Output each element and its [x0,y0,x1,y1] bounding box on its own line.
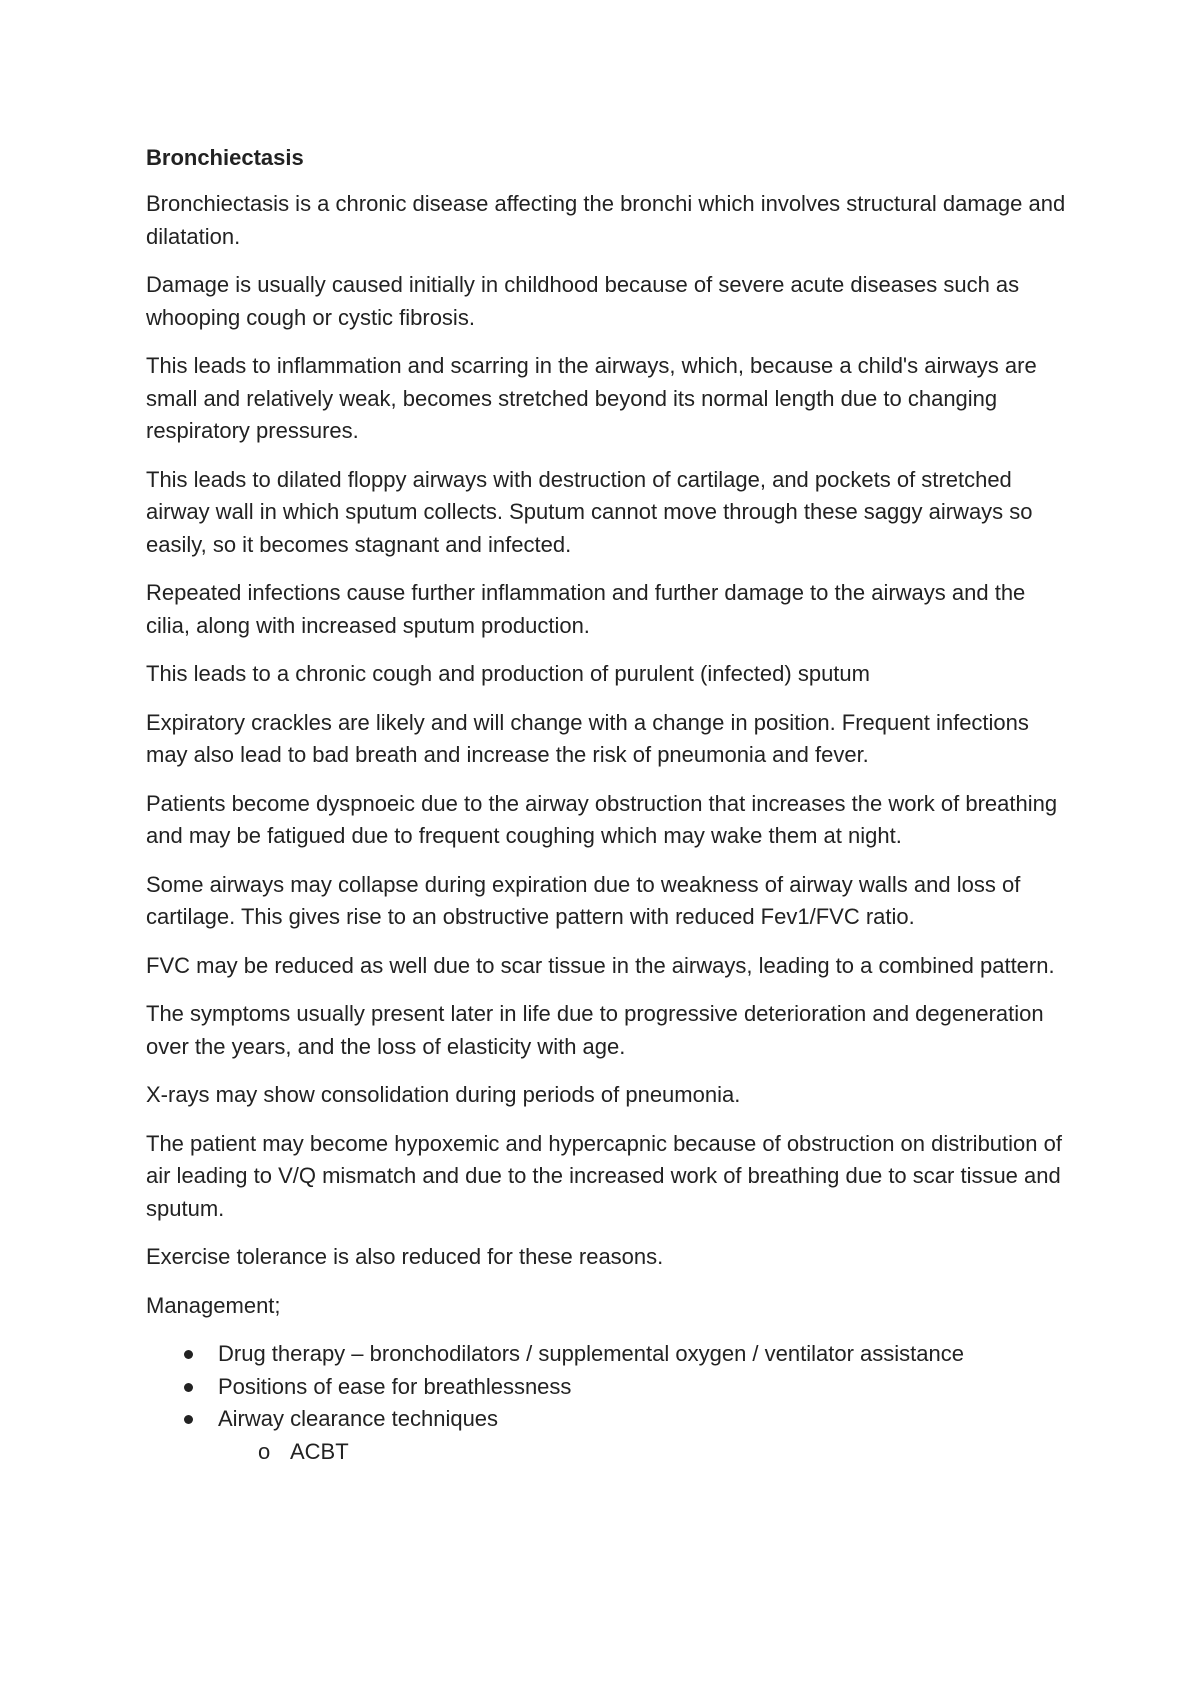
paragraph: The symptoms usually present later in life due to progressive deterioration and degeneration over the years, and the loss of elasticity with age. [146,1001,1044,1059]
paragraph: This leads to dilated floppy airways with destruction of cartilage, and pockets of stretched airway wall in which sputum collects. Sputum cannot move through these saggy airways so easily, so it becomes stagnant and infected. [146,466,1033,557]
bullet-dot-icon [184,1383,193,1392]
list-item [146,1403,1068,1468]
paragraph: This leads to a chronic cough and production of purulent (infected) sputum [146,661,870,686]
paragraph: Repeated infections cause further inflammation and further damage to the airways and the cilia, along with increased sputum production. [146,580,1026,638]
document-page [146,142,1068,1468]
bullet-dot-icon [184,1350,193,1359]
sub-list-item [218,1436,1068,1469]
paragraph: Expiratory crackles are likely and will change with a change in position. Frequent infections may also lead to bad breath and increase the risk of pneumonia and fever. [146,709,1029,767]
paragraph: Some airways may collapse during expiration due to weakness of airway walls and loss of cartilage. This gives rise to an obstructive pattern with reduced Fev1/FVC ratio. [146,871,1021,929]
sub-list [218,1436,1068,1469]
paragraph: FVC may be reduced as well due to scar tissue in the airways, leading to a combined pattern. [146,952,1055,978]
list-item-text: Positions of ease for breathlessness [218,1373,572,1399]
paragraph: Patients become dyspnoeic due to the airway obstruction that increases the work of breathing and may be fatigued due to frequent coughing which may wake them at night. [146,790,1058,848]
paragraph: Bronchiectasis is a chronic disease affecting the bronchi which involves structural damage and dilatation. [146,191,1066,249]
management-heading: Management; [146,1292,281,1318]
bullet-dot-icon [184,1415,193,1424]
sub-bullet-marker: o [258,1438,271,1464]
paragraph: The patient may become hypoxemic and hypercapnic because of obstruction on distribution of air leading to V/Q mismatch and due to the increased work of breathing due to scar tissue and sputum. [146,1130,1062,1221]
list-item-text: Drug therapy – bronchodilators / supplemental oxygen / ventilator assistance [218,1341,964,1366]
sub-list-item-text: ACBT [290,1438,349,1464]
paragraph: Exercise tolerance is also reduced for these reasons. [146,1244,664,1269]
list-item-text: Airway clearance techniques [218,1406,499,1431]
list-item [146,1338,1068,1371]
paragraph: This leads to inflammation and scarring in the airways, which, because a child's airways are small and relatively weak, becomes stretched beyond its normal length due to changing respiratory pressures. [146,353,1037,443]
list-item [146,1371,1068,1404]
paragraph: Damage is usually caused initially in childhood because of severe acute diseases such as whooping cough or cystic fibrosis. [146,272,1020,330]
paragraph: X-rays may show consolidation during periods of pneumonia. [146,1082,741,1107]
document-title: Bronchiectasis [146,145,304,170]
management-list [146,1338,1068,1468]
